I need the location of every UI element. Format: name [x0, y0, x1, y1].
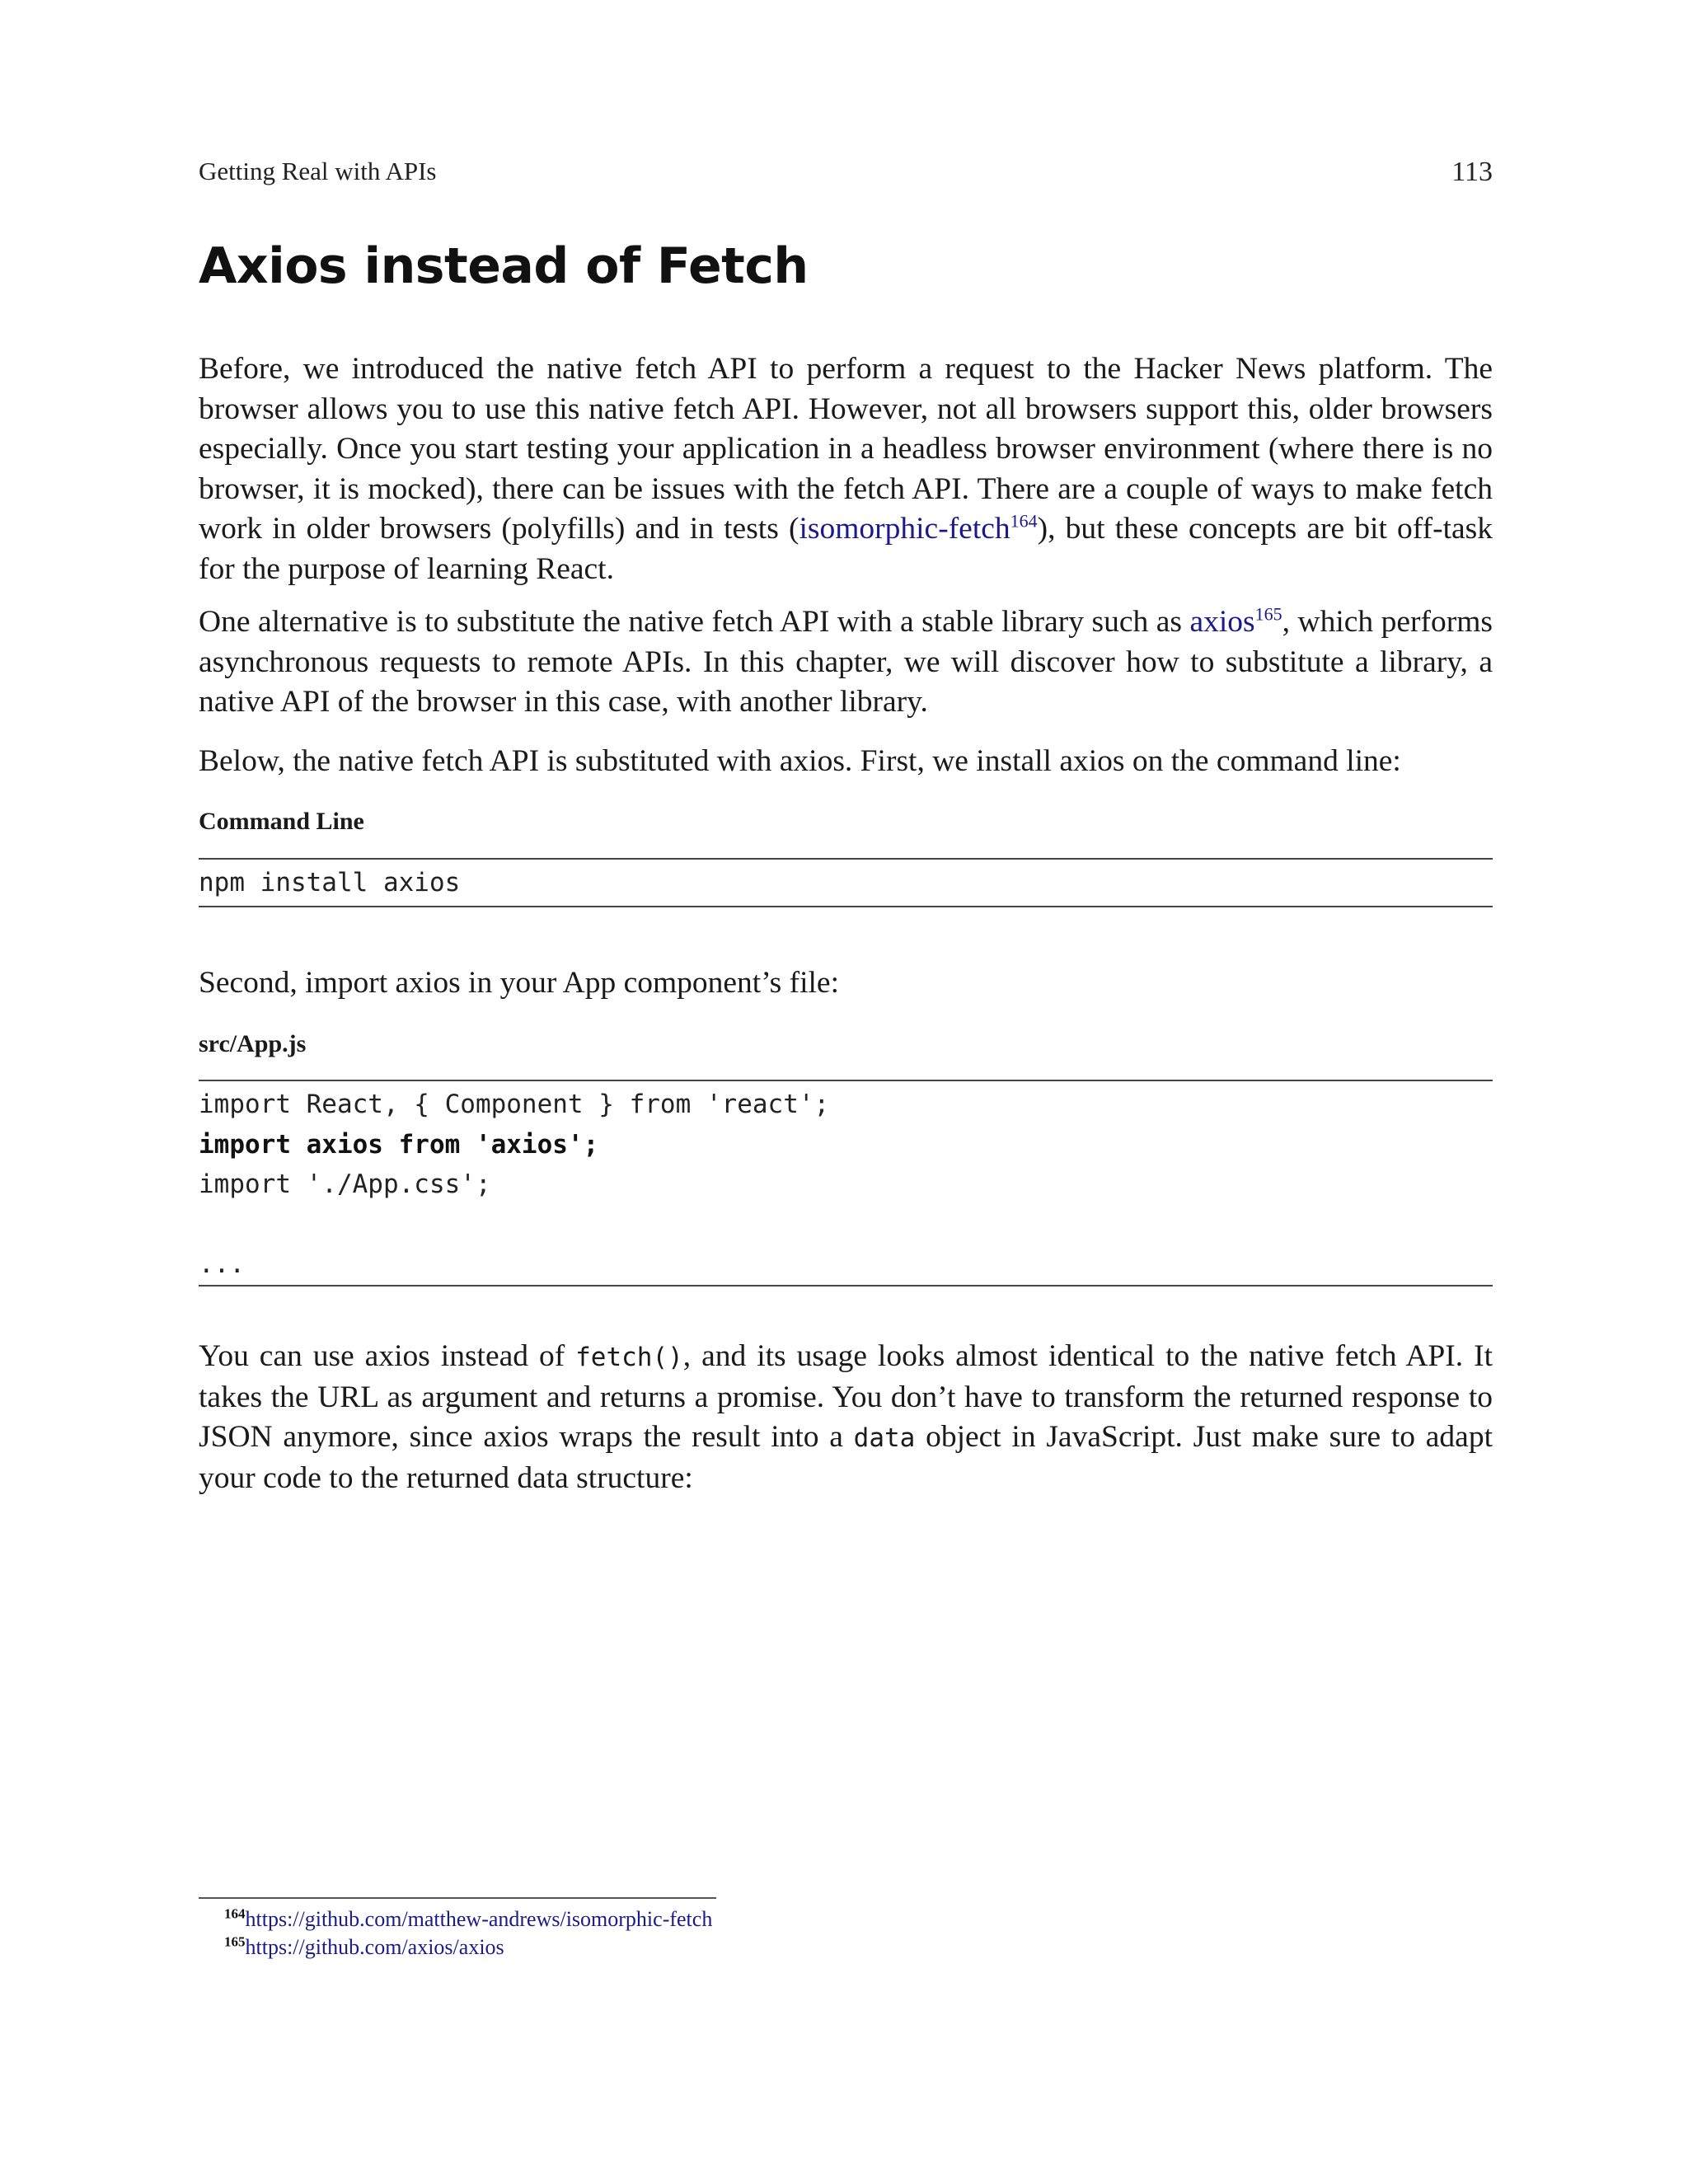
paragraph-intro-text-a: Before, we introduced the native fetch API to perform a request to the Hacker News platform. The browser allows you to use this native fetch API. However, not all browsers support this, older browsers especially. Once you start testing your application in a headless browser environment (where there is no browser, it is mocked), there can be issues with the fetch API. There are a couple of ways to make fetch work in older browsers (polyfills) and in tests (	[199, 352, 1493, 546]
paragraph-usage-text-a: You can use axios instead of	[199, 1339, 576, 1373]
header-section-title: Getting Real with APIs	[199, 157, 437, 185]
header-page-number: 113	[1451, 157, 1493, 187]
paragraph-import: Second, import axios in your App component’s file:	[199, 966, 839, 1000]
inline-code-data: data	[853, 1423, 916, 1453]
paragraph-usage-text-b: , and its usage looks almost identical to the native fetch API. It takes the URL as argument and returns a promise. You don’t have to transform the returned response to JSON anymore, since axios wraps the result into a	[199, 1339, 1493, 1454]
paragraph-install: Below, the native fetch API is substituted with axios. First, we install axios on the command line:	[199, 744, 1401, 778]
code-line-blank	[199, 1205, 1493, 1245]
footnote-ref-164[interactable]: 164	[1010, 510, 1038, 532]
code-line: npm install axios	[199, 868, 461, 898]
paragraph-usage-text-c: object in JavaScript. Just make sure to adapt your code to the returned data structure:	[199, 1420, 1493, 1495]
footnote-divider	[199, 1897, 716, 1899]
footnote-164	[224, 1905, 712, 1933]
code-caption-app-js: src/App.js	[199, 1030, 307, 1057]
section-heading: Axios instead of Fetch	[199, 237, 809, 295]
code-block-command-line	[199, 858, 1493, 907]
code-line: import './App.css';	[199, 1169, 491, 1199]
paragraph-usage	[199, 1337, 1493, 1498]
code-caption-command-line: Command Line	[199, 808, 364, 835]
footnotes	[224, 1905, 712, 1961]
code-block-app-js	[199, 1080, 1493, 1286]
code-line: import React, { Component } from 'react';	[199, 1090, 830, 1119]
paragraph-alternative-text-a: One alternative is to substitute the native fetch API with a stable library such as	[199, 605, 1190, 639]
footnote-number: 165	[224, 1933, 246, 1950]
paragraph-intro-text-b: ), but these concepts are bit off-task for the purpose of learning React.	[199, 512, 1493, 586]
paragraph-alternative	[199, 602, 1493, 723]
running-header	[199, 157, 1493, 190]
footnote-number: 164	[224, 1905, 246, 1922]
code-line: ...	[199, 1249, 245, 1279]
footnote-url-axios[interactable]: https://github.com/axios/axios	[245, 1935, 504, 1959]
axios-link[interactable]: axios	[1189, 605, 1255, 639]
footnote-ref-165[interactable]: 165	[1254, 603, 1282, 625]
inline-code-fetch: fetch()	[575, 1343, 683, 1372]
paragraph-intro	[199, 349, 1493, 589]
code-line-highlighted: import axios from 'axios';	[199, 1129, 599, 1160]
footnote-165	[224, 1933, 712, 1961]
paragraph-alternative-text-b: , which performs asynchronous requests to remote APIs. In this chapter, we will discover how to substitute a library, a native API of the browser in this case, with another library.	[199, 605, 1493, 719]
footnote-url-isomorphic-fetch[interactable]: https://github.com/matthew-andrews/isomorphic-fetch	[245, 1907, 713, 1931]
isomorphic-fetch-link[interactable]: isomorphic-fetch	[799, 512, 1010, 546]
